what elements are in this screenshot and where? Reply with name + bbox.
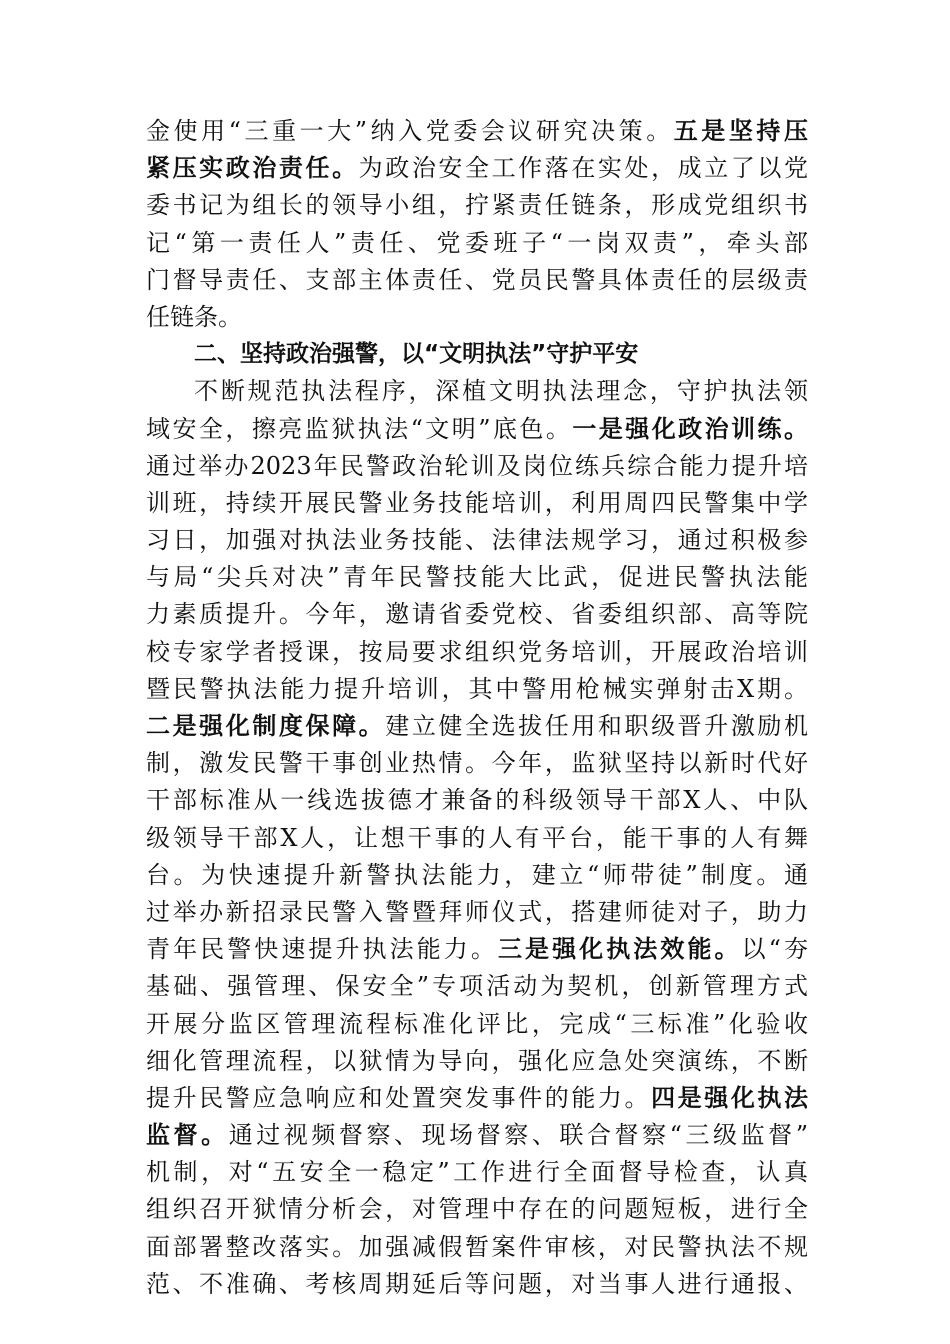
text-span: 金使用“三重一大”纳入党委会议研究决策。	[146, 117, 674, 145]
text-line	[146, 820, 808, 857]
text-span: 过举办新招录民警入警暨拜师仪式，搭建师徒对子，助力	[146, 897, 808, 926]
text-line	[146, 1229, 808, 1266]
bold-phrase: 四是强化执法	[651, 1083, 808, 1112]
text-line	[146, 857, 808, 894]
text-line	[146, 745, 808, 782]
text-span: 二、坚持政治强警，以“文明执法”守护平安	[194, 341, 639, 368]
text-span: 建立健全选拔任用和职级晋升激励机	[385, 712, 808, 740]
text-span: 范、不准确、考核周期延后等问题，对当事人进行通报、	[146, 1269, 808, 1298]
text-span: 基础、强管理、保安全”专项活动为契机，创新管理方式	[146, 972, 808, 1001]
document-body	[146, 113, 808, 1303]
text-line	[146, 150, 808, 187]
text-span: 训班，持续开展民警业务技能培训，利用周四民警集中学	[146, 488, 808, 517]
text-line	[146, 1080, 808, 1117]
text-span: 组织召开狱情分析会，对管理中存在的问题短板，进行全	[146, 1195, 808, 1224]
text-line	[146, 299, 808, 336]
text-span: 青年民警快速提升执法能力。	[146, 935, 498, 964]
text-line	[146, 634, 808, 671]
text-line	[146, 373, 808, 410]
text-span: 任链条。	[146, 302, 242, 331]
text-line	[146, 1154, 808, 1191]
text-span: 习日，加强对执法业务技能、法律法规学习，通过积极参	[146, 526, 808, 555]
text-span: 机制，对“五安全一稳定”工作进行全面督导检查，认真	[146, 1158, 808, 1187]
text-line	[146, 596, 808, 633]
text-span: 域安全，擦亮监狱执法“文明”底色。	[146, 414, 573, 443]
text-span: 面部署整改落实。加强减假暂案件审核，对民警执法不规	[146, 1232, 808, 1261]
text-span: 台。为快速提升新警执法能力，建立“师带徒”制度。通	[146, 860, 808, 889]
text-line	[146, 522, 808, 559]
text-span: 暨民警执法能力提升培训，其中警用枪械实弹射击X期。	[146, 674, 808, 703]
bold-phrase: 五是坚持压	[673, 117, 808, 145]
text-span: 提升民警应急响应和处置突发事件的能力。	[146, 1083, 652, 1112]
bold-phrase: 紧压实政治责任。	[146, 154, 359, 183]
text-span: 通过举办2023年民警政治轮训及岗位练兵综合能力提升培	[146, 451, 808, 480]
text-span: 通过视频督察、现场督察、联合督察“三级监督”	[228, 1121, 808, 1150]
text-line	[146, 187, 808, 224]
text-span: 制，激发民警干事创业热情。今年，监狱坚持以新时代好	[146, 749, 808, 778]
text-line	[146, 1006, 808, 1043]
text-span: 干部标准从一线选拔德才兼备的科级领导干部X人、中队	[146, 786, 808, 815]
text-span: 记“第一责任人”责任、党委班子“一岗双责”，牵头部	[146, 228, 808, 257]
text-span: 不断规范执法程序，深植文明执法理念，守护执法领	[194, 377, 808, 406]
text-line	[146, 1266, 808, 1303]
bold-phrase: 三是强化执法效能。	[497, 935, 742, 964]
text-span: 委书记为组长的领导小组，拧紧责任链条，形成党组织书	[146, 191, 808, 220]
text-line	[146, 1117, 808, 1154]
text-line	[146, 113, 808, 150]
text-line	[146, 1043, 808, 1080]
text-span: 与局“尖兵对决”青年民警技能大比武，促进民警执法能	[146, 563, 808, 592]
bold-phrase: 一是强化政治训练。	[572, 414, 808, 443]
text-line	[146, 262, 808, 299]
text-span: 级领导干部X人，让想干事的人有平台，能干事的人有舞	[146, 823, 808, 852]
text-line	[146, 411, 808, 448]
bold-phrase: 二是强化制度保障。	[146, 712, 386, 740]
text-span: 校专家学者授课，按局要求组织党务培训，开展政治培训	[146, 637, 808, 666]
text-span: 以“夯	[741, 935, 808, 964]
text-line	[146, 708, 808, 745]
text-line	[146, 782, 808, 819]
text-line	[146, 968, 808, 1005]
text-line	[146, 485, 808, 522]
text-line	[146, 1191, 808, 1228]
bold-phrase: 监督。	[146, 1121, 229, 1150]
text-span: 门督导责任、支部主体责任、党员民警具体责任的层级责	[146, 265, 808, 294]
text-line	[146, 559, 808, 596]
text-line	[146, 894, 808, 931]
text-span: 开展分监区管理流程标准化评比，完成“三标准”化验收	[146, 1009, 808, 1038]
text-line	[146, 225, 808, 262]
text-span: 力素质提升。今年，邀请省委党校、省委组织部、高等院	[146, 600, 808, 629]
text-line	[146, 448, 808, 485]
text-span: 细化管理流程，以狱情为导向，强化应急处突演练，不断	[146, 1046, 808, 1075]
text-span: 为政治安全工作落在实处，成立了以党	[358, 154, 808, 183]
text-line	[146, 931, 808, 968]
text-line	[146, 671, 808, 708]
section-heading	[146, 336, 808, 373]
